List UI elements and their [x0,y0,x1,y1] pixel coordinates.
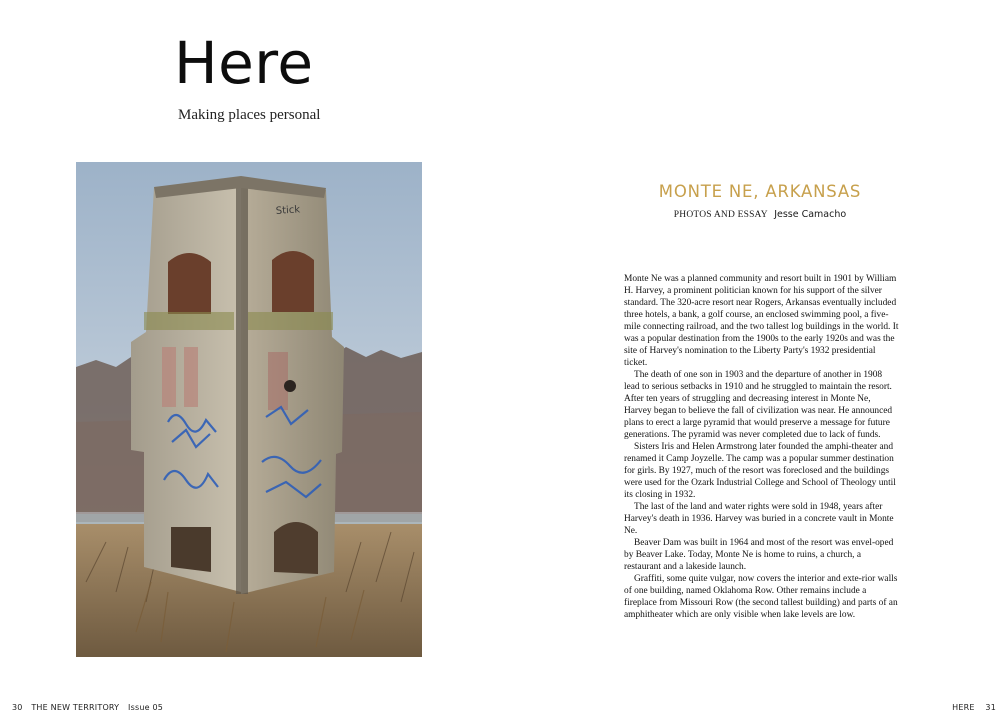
byline [600,209,920,220]
section-title: Here [174,29,314,97]
section-subtitle: Making places personal [178,107,321,123]
left-folio [12,703,169,712]
issue-label: Issue 05 [128,703,164,712]
right-page-number: 31 [985,703,996,712]
body-paragraph: Graffiti, some quite vulgar, now covers the interior and exte-rior walls of one building, named Oklahoma Row. Other remains include a fireplace from Missouri Row (the second tallest building) and parts of an amphitheater which are only visible when lake levels are low. [624,574,898,620]
body-paragraph: Beaver Dam was built in 1964 and most of the resort was envel-oped by Beaver Lake. Today, Monte Ne is home to ruins, a church, a restaurant and a lakeside launch. [624,538,894,572]
left-page-number: 30 [12,703,23,712]
right-page [504,0,1008,720]
body-paragraph: Sisters Iris and Helen Armstrong later founded the amphi-theater and renamed it Camp Joyzelle. The camp was a popular summer destination for girls. By 1927, much of the resort was foreclosed and the buildings were used for the Ozark Industrial College and School of Theology until its closing in 1932. [624,442,896,500]
publication-name: THE NEW TERRITORY [31,703,120,712]
byline-label: PHOTOS AND ESSAY [673,210,768,220]
feature-photo [76,162,422,657]
body-paragraph: The last of the land and water rights were sold in 1948, years after Harvey's death in 1936. Harvey was buried in a concrete vault in Monte Ne. [624,502,894,536]
article-title: MONTE NE, ARKANSAS [658,182,862,201]
article-body [624,273,899,621]
running-section: HERE [952,703,975,712]
photo-lettering: Stick [275,204,301,217]
ruin-tower-illustration [76,162,422,657]
body-paragraph: The death of one son in 1903 and the departure of another in 1908 lead to serious setbacks in 1910 and he struggled to maintain the resort. After ten years of struggling and decreasing interest in Monte Ne, Harvey began to believe the fall of civilization was near. He announced plans to erect a large pyramid that would preserve a message for future generations. The pyramid was never completed due to lack of funds. [624,370,893,440]
body-paragraph: Monte Ne was a planned community and resort built in 1901 by William H. Harvey, a prominent politician known for his support of the silver standard. The 320-acre resort near Rogers, Arkansas eventually included three hotels, a bank, a golf course, an enclosed swimming pool, a five-mile connecting railroad, and the two tallest log buildings in the world. It was a popular destination from the 1900s to the early 1920s and was the site of Harvey's nomination to the Liberty Party's 1932 presidential ticket. [624,274,899,368]
right-folio [944,703,996,712]
byline-author: Jesse Camacho [774,209,847,220]
